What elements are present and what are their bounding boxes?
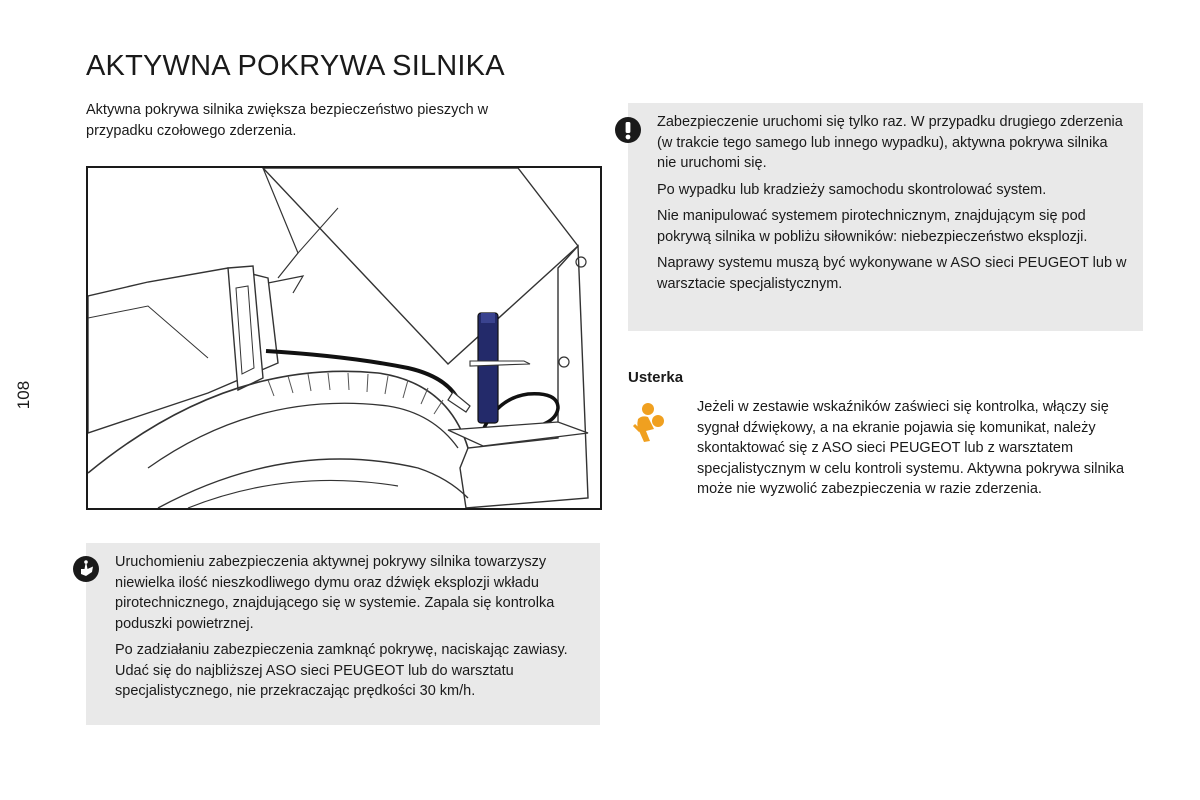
tyre-drawing — [158, 459, 468, 508]
actuator-drawing — [478, 313, 498, 423]
warning-note — [628, 103, 1143, 331]
fault-heading: Usterka — [628, 369, 684, 386]
info-note-paragraph: Po zadziałaniu zabezpieczenia zamknąć pokrywę, naciskając zawiasy. Udać się do najbliższej ASO sieci PEUGEOT lub do warsztatu specjalistycznego, nie przekraczając prędkości 30 km/h. — [115, 642, 568, 699]
warning-note-paragraph: Zabezpieczenie uruchomi się tylko raz. W przypadku drugiego zderzenia (w trakcie tego samego lub innego wypadku), aktywna pokrywa silnika nie uruchomi się. — [657, 114, 1123, 171]
info-hand-icon — [72, 555, 100, 583]
pyrotechnic-actuator-illustration — [86, 166, 602, 510]
warning-note-paragraph: Naprawy systemu muszą być wykonywane w ASO sieci PEUGEOT lub w warsztacie specjalistycznym. — [657, 255, 1127, 292]
fault-text: Jeżeli w zestawie wskaźników zaświeci się kontrolka, włączy się sygnał dźwiękowy, a na ekranie pojawia się komunikat, należy skontaktować się z ASO sieci PEUGEOT lub z warsztatem specjalistycznym w celu kontroli systemu. Aktywna pokrywa silnika może nie wyzwolić zabezpieczenia w razie zderzenia. — [697, 399, 1125, 497]
warning-note-paragraph: Nie manipulować systemem pirotechnicznym, znajdującym się pod pokrywą silnika w pobliżu siłowników: niebezpieczeństwo eksplozji. — [657, 208, 1088, 245]
airbag-warning-icon — [632, 401, 666, 443]
page-title: AKTYWNA POKRYWA SILNIKA — [86, 50, 505, 82]
bonnet-drawing — [263, 168, 578, 364]
warning-note-paragraph: Po wypadku lub kradzieży samochodu skontrolować system. — [657, 181, 1047, 198]
intro-text: Aktywna pokrywa silnika zwiększa bezpieczeństwo pieszych w przypadku czołowego zderzenia. — [86, 102, 489, 139]
exclamation-icon — [614, 116, 642, 144]
info-note — [86, 543, 600, 725]
info-note-paragraph: Uruchomieniu zabezpieczenia aktywnej pokrywy silnika towarzyszy niewielka ilość nieszkodliwego dymu oraz dźwięk eksplozji wkładu pirotechnicznego, znajdującego się w systemie. Zapala się kontrolka poduszki powietrznej. — [115, 554, 555, 632]
page-number: 108 — [14, 380, 33, 410]
